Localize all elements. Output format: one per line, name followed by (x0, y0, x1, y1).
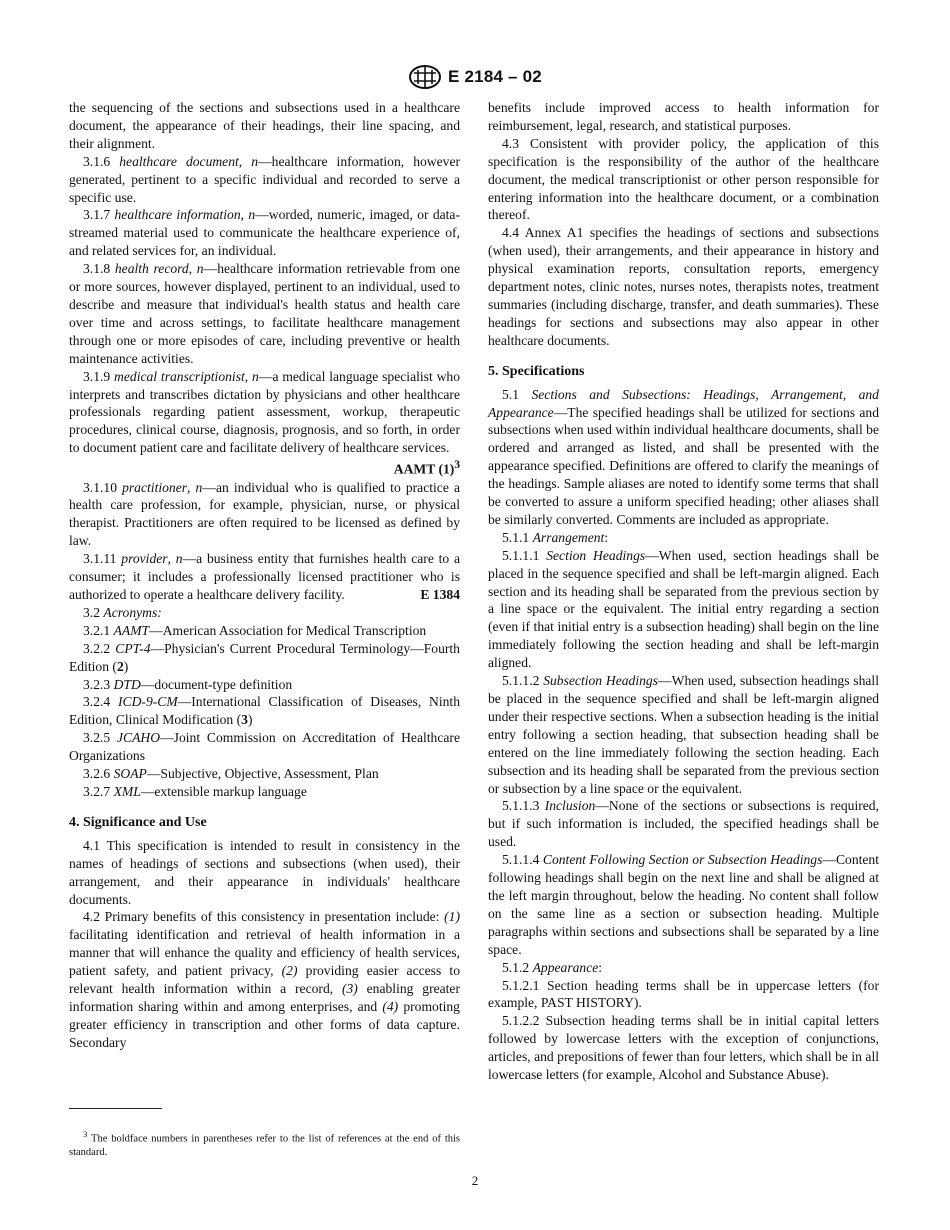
paragraph-4-4: 4.4 Annex A1 specifies the headings of sections and subsections (when used), their arrangements, and their appearance in history and physical examination reports, consultation reports, emergency department notes, clinic notes, nurses notes, therapists notes, treatment summaries (including discharge, transfer, and death summaries). These headings for sections and subsections may also appear in other healthcare documents. (488, 225, 879, 348)
paragraph-5-1-1-4: 5.1.1.4 Content Following Section or Subsection Headings—Content following headings shall begin on the next line and shall be aligned at the left margin throughout, below the heading. No content shall follow on the same line as a section or subsection heading. Multiple paragraphs within sections and subsections shall be separated by a line space. (488, 852, 879, 957)
definition-3-1-8: 3.1.8 health record, n—healthcare information retrievable from one or more sources, however displayed, pertinent to an individual, used to describe and measure that individual's health status and health care over time and across settings, to facilitate healthcare management through one or more episodes of care, including preventive or health maintenance activities. (69, 261, 461, 366)
paragraph-5-1-2-1: 5.1.2.1 Section heading terms shall be in uppercase letters (for example, PAST HISTORY). (488, 977, 879, 1011)
paragraph: benefits include improved access to health information for reimbursement, legal, research, and statistical purposes. (488, 100, 879, 133)
subsection-3-2: 3.2 Acronyms: (83, 604, 162, 620)
paragraph-5-1: 5.1 Sections and Subsections: Headings, Arrangement, and Appearance—The specified headings shall be utilized for sections and subsections when used within individual healthcare documents, shall be ordered and arranged as listed, and shall be presented with the appearance specified. Definitions are offered to clarify the meanings of the headings. Sample aliases are noted to identify some terms that shall be converted to assure a uniform specified heading; other aliases shall be similarly converted. Comments are included as appropriate. (488, 386, 879, 527)
definition-3-1-9: 3.1.9 medical transcriptionist, n—a medical language specialist who interprets and transcribes dictation by physicians and other healthcare professionals regarding patient assessment, workup, therapeutic procedures, clinical course, diagnosis, prognosis, and so forth, in order to document patient care and facilitate delivery of healthcare services. AAMT $(1)^3$ (69, 368, 460, 477)
page-number: 2 (471, 1173, 479, 1188)
acronym-3-2-1: 3.2.1 AAMT—American Association for Medical Transcription (83, 622, 427, 638)
paragraph-5-1-1-3: 5.1.1.3 Inclusion—None of the sections or subsections is required, but if such information is included, the specified headings shall be used. (488, 798, 879, 850)
paragraph-5-1-2: 5.1.2 Appearance: (502, 959, 603, 975)
paragraph-5-1-1-2: 5.1.1.2 Subsection Headings—When used, subsection headings shall be placed in the sequence specified and shall be left-margin aligned under their respective sections. When a subsection heading is the initial entry following a section heading, that subsection heading shall be entered on the line immediately following the section heading. Each subsection and its heading shall be separated from the previous section or subsection by a line space or the equivalent. (488, 673, 879, 796)
source-citation: E 1384 (420, 587, 460, 602)
page-header (0, 64, 950, 90)
definition-3-1-7: 3.1.7 healthcare information, n—worded, numeric, imaged, or data-streamed material used to communicate the healthcare experience of, and related services for, an individual. (69, 207, 460, 259)
acronym-3-2-3: 3.2.3 DTD—document-type definition (83, 676, 293, 692)
acronym-3-2-7: 3.2.7 XML—extensible markup language (83, 783, 307, 799)
right-column (488, 99, 879, 1084)
astm-logo-icon (408, 64, 442, 90)
definition-3-1-11: 3.1.11 provider, n—a business entity that furnishes health care to a consumer; it includes a professionally licensed practitioner who is authorized to operate a healthcare delivery facility. E 1384 (69, 551, 461, 602)
acronym-3-2-5: 3.2.5 JCAHO—Joint Commission on Accreditation of Healthcare Organizations (69, 730, 460, 764)
paragraph-4-3: 4.3 Consistent with provider policy, the application of this specification is the responsibility of the author of the healthcare document, the medical transcriptionist or other person responsible for entering information into the healthcare document, or a combination thereof. (488, 135, 879, 223)
left-column (69, 99, 460, 1052)
footnote-divider (69, 1108, 162, 1109)
definition-3-1-6: 3.1.6 healthcare document, n—healthcare information, however generated, pertinent to a specific individual and recorded to serve a specific use. (69, 153, 460, 205)
acronym-3-2-4: 3.2.4 ICD-9-CM—International Classification of Diseases, Ninth Edition, Clinical Modification (3) (69, 694, 460, 728)
definition-3-1-10: 3.1.10 practitioner, n—an individual who is qualified to practice a health care profession, for example, physician, nurse, or physical therapist. Practitioners are often required to be licensed as defined by law. (69, 479, 461, 549)
document-id: E 2184 – 02 (448, 67, 542, 87)
paragraph-5-1-2-2: 5.1.2.2 Subsection heading terms shall be in initial capital letters followed by lowercase letters with the exception of conjunctions, articles, and prepositions of fewer than four letters, which shall be in all lowercase letters (for example, Alcohol and Substance Abuse). (488, 1013, 879, 1083)
section-heading-4: 4. Significance and Use (69, 814, 207, 830)
paragraph-5-1-1: 5.1.1 Arrangement: (502, 529, 609, 545)
section-heading-5: 5. Specifications (488, 363, 585, 379)
acronym-3-2-2: 3.2.2 CPT-4—Physician's Current Procedural Terminology—Fourth Edition (2) (69, 640, 460, 674)
paragraph-4-2: 4.2 Primary benefits of this consistency in presentation include: (1) facilitating identification and retrieval of health information in a manner that will enhance the quality and efficiency of health services, patient safety, and patient privacy, (2) providing easier access to relevant health information within a record, (3) enabling greater information sharing within and among enterprises, and (4) promoting greater efficiency in transcription and other forms of data capture. Secondary (69, 909, 460, 1050)
acronym-3-2-6: 3.2.6 SOAP—Subjective, Objective, Assessment, Plan (83, 766, 379, 782)
footnote: $^3$ The boldface numbers in parentheses refer to the list of references at the end of this standard. (69, 1128, 460, 1158)
source-citation: AAMT $(1)^3$ (393, 459, 460, 477)
paragraph-5-1-1-1: 5.1.1.1 Section Headings—When used, section headings shall be placed in the sequence specified and shall be left-margin aligned. Each section and its heading shall be separated from the previous section by a line space or the equivalent. The initial entry regarding a section (even if that initial entry is a subsection heading) shall begin on the line immediately following the section heading and shall be left-margin aligned. (488, 547, 879, 671)
paragraph: the sequencing of the sections and subsections used in a healthcare document, the appearance of their headings, their line spacing, and their alignment. (69, 100, 460, 151)
paragraph-4-1: 4.1 This specification is intended to result in consistency in the names of headings of sections and subsections (when used), their arrangement, and their appearance in individuals' healthcare documents. (69, 837, 460, 907)
